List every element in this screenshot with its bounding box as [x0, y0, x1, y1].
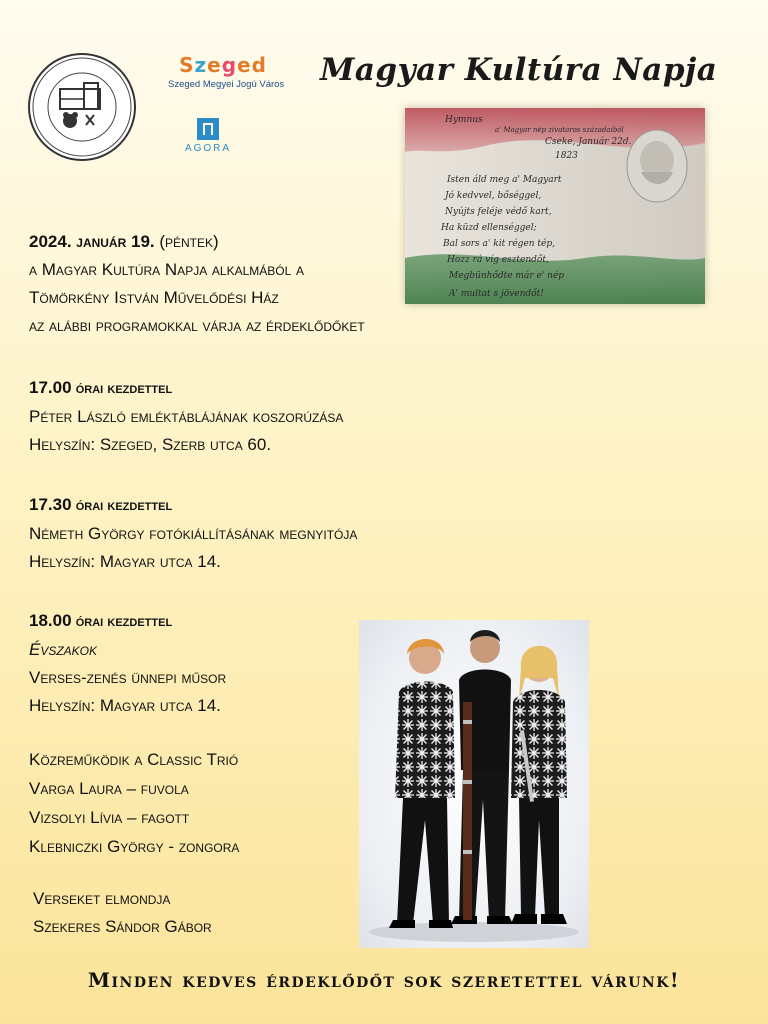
event-time-line: [29, 491, 357, 520]
svg-text:A' multat s jövendőt!: A' multat s jövendőt!: [449, 289, 544, 299]
page-title: Magyar Kultúra Napja: [320, 52, 718, 88]
event-title: Németh György fotókiállításának megnyitója: [29, 524, 358, 543]
event-time-line: [29, 374, 343, 403]
classic-trio-photo: [359, 620, 589, 948]
footer-invitation: Minden kedves érdeklődőt sok szeretettel várunk!: [87, 968, 681, 992]
event-subtitle: Verses-zenés ünnepi műsor: [29, 668, 227, 687]
seal-graphic: [30, 55, 134, 159]
svg-text:Cseke, Január 22d.: Cseke, Január 22d.: [545, 137, 632, 147]
event-block-1: [29, 374, 343, 459]
svg-text:1823: 1823: [555, 151, 578, 161]
event-time: 17.30: [29, 495, 72, 514]
svg-text:Hozz rá víg esztendőt,: Hozz rá víg esztendőt,: [447, 255, 549, 265]
intro-date-line: [29, 228, 365, 256]
svg-text:Isten áld meg a' Magyart: Isten áld meg a' Magyart: [447, 175, 562, 185]
szeged-logo: [168, 53, 285, 90]
performer-item: Klebniczki György - zongora: [29, 837, 240, 856]
event-location: Helyszín: Szeged, Szerb utca 60.: [29, 435, 272, 454]
performers-block: [29, 746, 239, 861]
event-title: Péter László emléktáblájának koszorúzása: [29, 407, 344, 426]
hymn-flag-graphic: [405, 108, 705, 304]
event-time-suffix: órai kezdettel: [71, 497, 173, 514]
svg-text:Jó kedvvel, bőséggel,: Jó kedvvel, bőséggel,: [445, 191, 542, 201]
event-date: 2024. január 19.: [29, 232, 155, 251]
svg-text:Nyújts feléje védő kart,: Nyújts feléje védő kart,: [445, 207, 552, 217]
svg-text:Megbünhődte már e' nép: Megbünhődte már e' nép: [449, 271, 565, 281]
svg-text:Hymnus: Hymnus: [445, 115, 483, 125]
cultural-house-seal-logo: [28, 53, 136, 161]
event-location: Helyszín: Magyar utca 14.: [29, 552, 221, 571]
event-time-suffix: órai kezdettel: [71, 380, 173, 397]
event-block-3: [29, 607, 226, 720]
svg-text:a' Magyar nép zivataros század: a' Magyar nép zivataros századaiból: [495, 126, 624, 134]
agora-icon: [197, 118, 219, 140]
svg-text:Bal sors a' kit régen tép,: Bal sors a' kit régen tép,: [443, 239, 555, 249]
performer-item: Vizsolyi Lívia – fagott: [29, 808, 190, 827]
performer-item: Varga Laura – fuvola: [29, 779, 189, 798]
reciter-heading: Verseket elmondja: [33, 889, 171, 908]
szeged-wordmark: Szeged: [179, 53, 267, 77]
event-block-2: [29, 491, 357, 576]
event-time: 18.00: [29, 611, 72, 630]
performers-heading: Közreműködik a Classic Trió: [29, 750, 239, 769]
reciter-name: Szekeres Sándor Gábor: [33, 917, 212, 936]
agora-label: AGORA: [184, 143, 232, 154]
event-day: (péntek): [154, 232, 219, 251]
event-location: Helyszín: Magyar utca 14.: [29, 696, 221, 715]
reciter-block: [33, 885, 212, 941]
event-title: Évszakok: [29, 640, 98, 659]
seal-address: [30, 55, 31, 56]
intro-block: [29, 228, 365, 340]
intro-line-2: a Magyar Kultúra Napja alkalmából a: [29, 260, 305, 279]
hymn-manuscript-image: [405, 108, 705, 304]
event-time-line: [29, 607, 226, 636]
szeged-subtitle: Szeged Megyei Jogú Város: [168, 79, 285, 90]
intro-line-3: Tömörkény István Művelődési Ház: [29, 288, 279, 307]
intro-line-4: az alábbi programokkal várja az érdeklődőket: [29, 316, 365, 335]
event-time-suffix: órai kezdettel: [71, 613, 173, 630]
trio-photo-graphic: [359, 620, 589, 948]
svg-text:Ha küzd ellenséggel;: Ha küzd ellenséggel;: [441, 223, 537, 233]
event-time: 17.00: [29, 378, 72, 397]
agora-logo: [178, 118, 238, 154]
